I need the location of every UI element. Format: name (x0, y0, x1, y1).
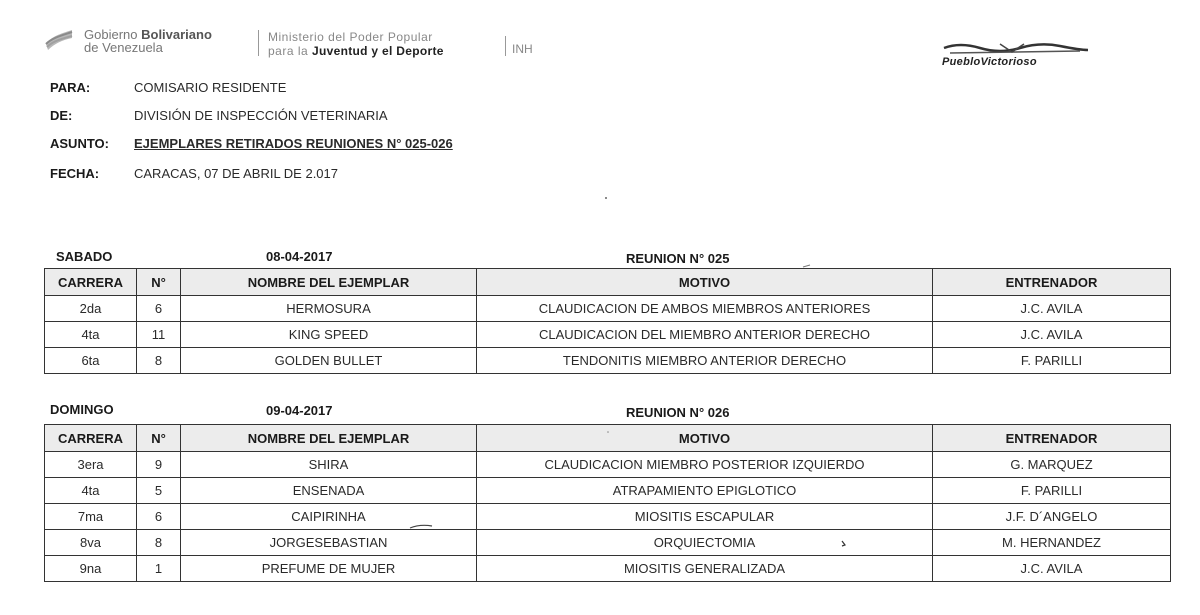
cell-entrenador: J.C. AVILA (933, 296, 1171, 322)
cell-carrera: 6ta (45, 348, 137, 374)
fecha-label: FECHA: (50, 166, 100, 181)
gov-line1-bold: Bolivariano (141, 27, 212, 42)
section2-day: DOMINGO (50, 402, 114, 417)
ministry-line1: Ministerio del Poder Popular (268, 30, 433, 44)
cell-entrenador: J.C. AVILA (933, 322, 1171, 348)
cell-motivo: ATRAPAMIENTO EPIGLOTICO (477, 478, 933, 504)
ministry-line2-prefix: para la (268, 44, 309, 58)
table-row (45, 478, 1171, 504)
ministry-line2-bold: Juventud y el Deporte (312, 44, 444, 58)
section1-meeting: REUNION N° 025 (626, 251, 730, 266)
para-label: PARA: (50, 80, 91, 95)
de-label: DE: (50, 108, 73, 123)
table-row (45, 322, 1171, 348)
inh-label: INH (512, 42, 533, 56)
col-header-entrenador: ENTRENADOR (933, 425, 1171, 452)
col-header-numero: N° (137, 425, 181, 452)
section2-date: 09-04-2017 (266, 403, 333, 418)
gov-line2: de Venezuela (84, 40, 163, 55)
header-divider-inh (505, 36, 506, 56)
government-wordmark (84, 28, 212, 54)
cell-motivo: CLAUDICACION DEL MIEMBRO ANTERIOR DERECHO (477, 322, 933, 348)
cell-nombre: JORGESEBASTIAN (181, 530, 477, 556)
cell-nombre: PREFUME DE MUJER (181, 556, 477, 582)
col-header-numero: N° (137, 269, 181, 296)
cell-motivo: TENDONITIS MIEMBRO ANTERIOR DERECHO (477, 348, 933, 374)
cell-numero: 8 (137, 530, 181, 556)
table-header-row (45, 269, 1171, 296)
cell-numero: 11 (137, 322, 181, 348)
col-header-motivo: MOTIVO (477, 269, 933, 296)
pueblo-victorioso-text: PuebloVictorioso (942, 56, 1037, 68)
cell-entrenador: F. PARILLI (933, 348, 1171, 374)
cell-motivo: CLAUDICACION DE AMBOS MIEMBROS ANTERIORES (477, 296, 933, 322)
col-header-motivo: MOTIVO (477, 425, 933, 452)
header-divider (258, 30, 259, 56)
cell-carrera: 2da (45, 296, 137, 322)
cell-numero: 9 (137, 452, 181, 478)
cell-carrera: 9na (45, 556, 137, 582)
cell-carrera: 4ta (45, 478, 137, 504)
section1-day: SABADO (56, 249, 113, 264)
cell-numero: 5 (137, 478, 181, 504)
table-reunion-026 (44, 424, 1171, 582)
cell-nombre: HERMOSURA (181, 296, 477, 322)
cell-carrera: 7ma (45, 504, 137, 530)
cell-entrenador: F. PARILLI (933, 478, 1171, 504)
cell-entrenador: J.F. D´ANGELO (933, 504, 1171, 530)
cell-numero: 6 (137, 296, 181, 322)
government-flag-logo (44, 26, 74, 52)
gov-line1-prefix: Gobierno (84, 27, 138, 42)
asunto-value: EJEMPLARES RETIRADOS REUNIONES N° 025-026 (134, 136, 453, 151)
cell-motivo: CLAUDICACION MIEMBRO POSTERIOR IZQUIERDO (477, 452, 933, 478)
table-row (45, 296, 1171, 322)
table-row (45, 452, 1171, 478)
cell-numero: 8 (137, 348, 181, 374)
col-header-carrera: CARRERA (45, 269, 137, 296)
cell-nombre: SHIRA (181, 452, 477, 478)
cell-carrera: 4ta (45, 322, 137, 348)
section1-date: 08-04-2017 (266, 249, 333, 264)
cell-carrera: 8va (45, 530, 137, 556)
table-row (45, 348, 1171, 374)
cell-numero: 6 (137, 504, 181, 530)
col-header-carrera: CARRERA (45, 425, 137, 452)
table-reunion-025 (44, 268, 1171, 374)
de-value: DIVISIÓN DE INSPECCIÓN VETERINARIA (134, 108, 388, 123)
ministry-wordmark (268, 30, 444, 58)
table-row (45, 504, 1171, 530)
para-value: COMISARIO RESIDENTE (134, 80, 287, 95)
cell-motivo: MIOSITIS ESCAPULAR (477, 504, 933, 530)
cell-nombre: GOLDEN BULLET (181, 348, 477, 374)
asunto-label: ASUNTO: (50, 136, 109, 151)
cell-entrenador: J.C. AVILA (933, 556, 1171, 582)
cell-nombre: CAIPIRINHA (181, 504, 477, 530)
section2-meeting: REUNION N° 026 (626, 405, 730, 420)
col-header-entrenador: ENTRENADOR (933, 269, 1171, 296)
cell-motivo: ORQUIECTOMIA (477, 530, 933, 556)
cell-nombre: KING SPEED (181, 322, 477, 348)
cell-carrera: 3era (45, 452, 137, 478)
table-header-row (45, 425, 1171, 452)
cell-entrenador: M. HERNANDEZ (933, 530, 1171, 556)
table-row (45, 556, 1171, 582)
cell-numero: 1 (137, 556, 181, 582)
col-header-nombre: NOMBRE DEL EJEMPLAR (181, 269, 477, 296)
cell-motivo: MIOSITIS GENERALIZADA (477, 556, 933, 582)
fecha-value: CARACAS, 07 DE ABRIL DE 2.017 (134, 166, 339, 181)
table-row (45, 530, 1171, 556)
cell-entrenador: G. MARQUEZ (933, 452, 1171, 478)
cell-nombre: ENSENADA (181, 478, 477, 504)
col-header-nombre: NOMBRE DEL EJEMPLAR (181, 425, 477, 452)
